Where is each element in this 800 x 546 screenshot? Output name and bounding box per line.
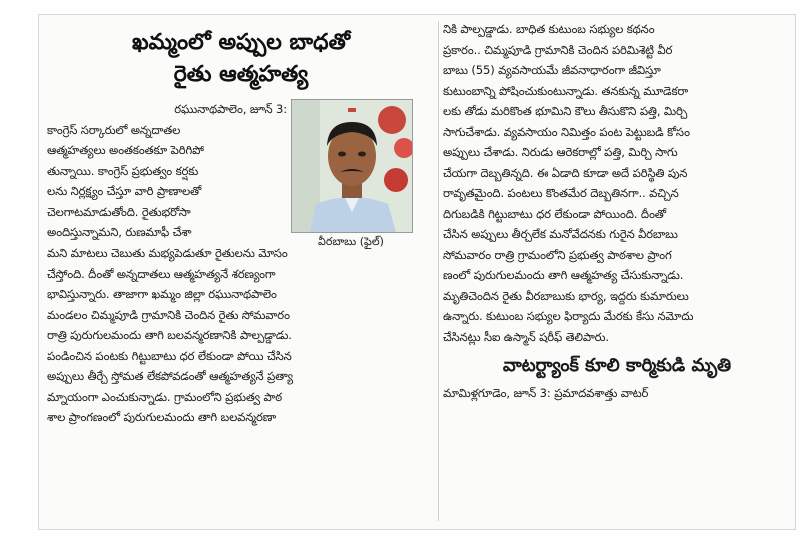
body-line: లకు తోడు మరికొంత భూమిని కౌలు తీసుకొని పత్తి, మిర్చి: [443, 104, 688, 118]
intro-line: అందిస్తున్నామని, రుణమాఫీ చేశా: [47, 225, 192, 239]
newspaper-clipping: [38, 14, 796, 530]
body-line: శాల ప్రాంగణంలో పురుగులమందు తాగి బలవన్మరణా: [47, 410, 277, 424]
right-column: [443, 19, 791, 404]
intro-line: చెలగాటమాడుతోంది. రైతుభరోసా: [47, 204, 191, 219]
intro-line: ఆత్మహత్యలు అంతకంతకూ పెరిగిపో: [47, 143, 204, 157]
intro-line: తున్నాయి. కాంగ్రెస్ ప్రభుత్వం కర్షకు: [47, 163, 199, 178]
photo-caption: వీరబాబు (ఫైల్): [318, 235, 384, 248]
intro-lines: [47, 99, 287, 243]
intro-line: లను నిర్లక్ష్యం చేస్తూ వారి ప్రాణాలతో: [47, 184, 202, 198]
body-line: కుటుంబాన్ని పోషించుకుంటున్నాడు. తనకున్న మూడెకరా: [443, 83, 689, 98]
body-line: చేసిన అప్పులు తీర్చలేక మనోవేదనకు గురైన వీరబాబు: [443, 227, 678, 241]
farmer-photo: [291, 99, 413, 233]
body-line: నికి పాల్పడ్డాడు. బాధిత కుటుంబ సభ్యుల కథనం: [443, 22, 655, 36]
body-line: మ్నాయంగా ఎంచుకున్నాడు. గ్రామంలోని ప్రభుత్వ పాఠ: [47, 389, 283, 404]
body-line: మృతిచెందిన రైతు వీరబాబుకు భార్య, ఇద్దరు కుమారులు: [443, 288, 689, 303]
portrait-image: [292, 100, 412, 232]
article-headline: [47, 27, 435, 91]
intro-line: రఘునాథపాలెం, జూన్ 3:: [174, 102, 287, 116]
body-line: మని మాటలు చెబుతు మభ్యపెడుతూ రైతులను మోసం: [47, 246, 288, 260]
second-article-headline: వాటర్ట్యాంక్ కూలి కార్మికుడి మృతి: [502, 355, 732, 376]
intro-line: కాంగ్రెస్ సర్కారులో అన్నదాతల: [47, 122, 181, 137]
body-line: సోమవారం రాత్రి గ్రామంలోని ప్రభుత్వ పాఠశాల ప్రాంగ: [443, 247, 672, 262]
body-line: దిగుబడికి గిట్టుబాటు ధర లేకుండా పోయింది. దీంతో: [443, 206, 666, 221]
body-line: పండించిన పంటకు గిట్టుబాటు ధర లేకుండా పోయి చేసిన: [47, 348, 292, 363]
body-line: అప్పులు తీర్చే స్తోమత లేకపోవడంతో ఆత్మహత్యనే ప్రత్యా: [47, 369, 293, 383]
body-lines: [47, 243, 435, 428]
body-line: మండలం చిమ్మపూడి గ్రామానికి చెందిన రైతు సోమవారం: [47, 307, 290, 322]
intro-block: [47, 99, 435, 248]
headline-line-2: రైతు ఆత్మహత్య: [173, 62, 309, 87]
body-line: భావిస్తున్నారు. తాజాగా ఖమ్మం జిల్లా రఘునాథపాలెం: [47, 287, 277, 301]
body-line: రావృతమైంది. పంటలు కొంతమేర దెబ్బతినగా.. వచ్చిన: [443, 186, 679, 200]
body-line: అప్పులు చేశాడు. నిరుడు ఆరెకరాల్లో పత్తి, మిర్చి సాగు: [443, 145, 678, 159]
left-column: [47, 19, 435, 428]
body-line: చేస్తోంది. దీంతో అన్నదాతలు ఆత్మహత్యనే శరణ్యంగా: [47, 266, 276, 281]
body-line: రాత్రి పురుగులమందు తాగి బలవన్మరణానికి పాల్పడ్డాడు.: [47, 328, 292, 342]
headline-line-1: ఖమ్మంలో అప్పుల బాధతో: [131, 30, 351, 55]
body-line: ఉన్నారు. కుటుంబ సభ్యుల ఫిర్యాదు మేరకు కేసు నమోదు: [443, 309, 694, 323]
body-line: ప్రకారం.. చిమ్మపూడి గ్రామానికి చెందిన పరిమిశెట్టి వీర: [443, 42, 673, 57]
body-line: చేసినట్లు సీఐ ఉస్మాన్ షరీఫ్ తెలిపారు.: [443, 329, 609, 344]
body-line: ణంలో పురుగులమందు తాగి ఆత్మహత్య చేసుకున్నాడు.: [443, 268, 684, 282]
body-line: సాగుచేశాడు. వ్యవసాయం నిమిత్తం పంట పెట్టుబడి కోసం: [443, 124, 690, 139]
body-line: చేయగా దెబ్బతిన్నది. ఈ ఏడాది కూడా అదే పరిస్థితి పున: [443, 165, 688, 180]
column-divider: [438, 21, 439, 521]
second-article-line: మామిళ్లగూడెం, జూన్ 3: ప్రమాదవశాత్తు వాటర్: [443, 386, 649, 400]
body-line: బాబు (55) వ్యవసాయమే జీవనాధారంగా జీవిస్తూ: [443, 63, 661, 77]
